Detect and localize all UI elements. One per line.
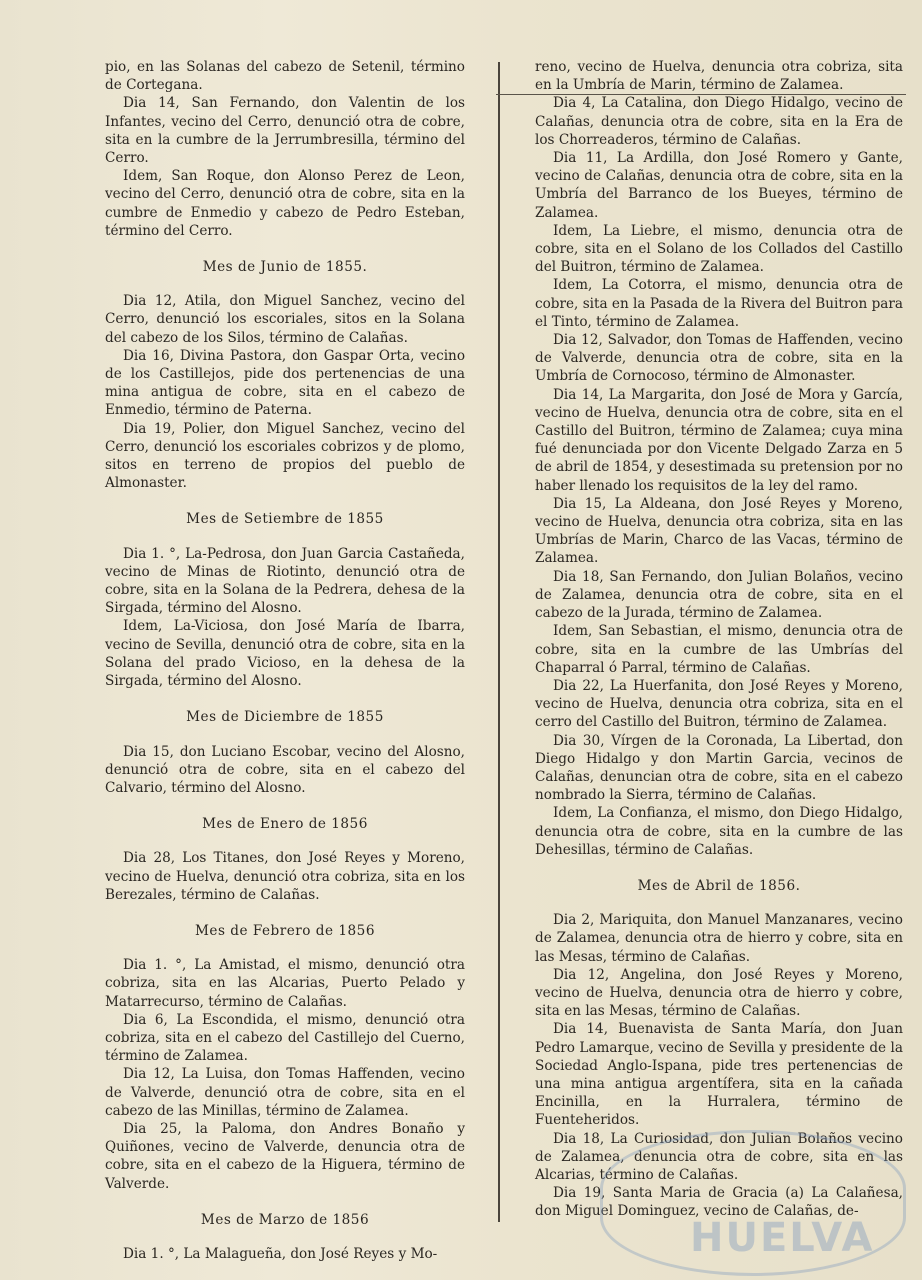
stamp-text: HUELVA: [690, 1215, 875, 1261]
paragraph: Idem, La Liebre, el mismo, denuncia otra de cobre, sita en el Solano de los Collados del Castillo del Buitron, término de Zalamea.: [535, 222, 903, 276]
column-divider: [498, 62, 500, 1222]
paragraph: Dia 14, Buenavista de Santa María, don Juan Pedro Lamarque, vecino de Sevilla y presidente de la Sociedad Anglo-Ispana, pide tres pertenencias de una mina antigua argentífera, sita en la cañada Encinilla, en la Hurralera, término de Fuenteheridos.: [535, 1021, 903, 1129]
paragraph: pio, en las Solanas del cabezo de Setenil, término de Cortegana.: [105, 59, 465, 94]
paragraph: Idem, La Cotorra, el mismo, denuncia otra de cobre, sita en la Pasada de la Rivera del Buitron para el Tinto, término de Zalamea.: [535, 277, 903, 330]
paragraph: Dia 1. °, La-Pedrosa, don Juan Garcia Castañeda, vecino de Minas de Riotinto, denunció otra de cobre, sita en la Solana de la Pedrera, dehesa de la Sirgada, término del Alosno.: [105, 545, 465, 617]
paragraph: Dia 12, Atila, don Miguel Sanchez, vecino del Cerro, denunció los escoriales, sitos en la Solana del cabezo de los Silos, término de Calañas.: [105, 293, 465, 346]
month-heading: Mes de Marzo de 1856: [200, 1211, 370, 1228]
paragraph: Idem, La-Viciosa, don José María de Ibarra, vecino de Sevilla, denunció otra de cobre, sita en la Solana del prado Vicioso, en la dehesa de la Sirgada, término del Alosno.: [105, 618, 465, 690]
paragraph: Dia 19, Polier, don Miguel Sanchez, vecino del Cerro, denunció los escoriales cobrizos y de plomo, sitos en terreno de propios del pueblo de Almonaster.: [105, 420, 465, 492]
paragraph: Idem, San Roque, don Alonso Perez de Leon, vecino del Cerro, denunció otra de cobre, sita en la cumbre de Enmedio y cabezo de Pedro Esteban, término del Cerro.: [105, 168, 465, 239]
paragraph: Dia 18, La Curiosidad, don Julian Bolaños vecino de Zalamea, denuncia otra de cobre, sita en las Alcarias, término de Calañas.: [535, 1130, 903, 1183]
paragraph: Dia 28, Los Titanes, don José Reyes y Moreno, vecino de Huelva, denunció otra cobriza, sita en los Berezales, término de Calañas.: [105, 850, 465, 903]
paragraph: Dia 30, Vírgen de la Coronada, La Libertad, don Diego Hidalgo y don Martin Garcia, vecinos de Calañas, denuncian otra de cobre, sita en el cabezo nombrado la Sierra, término de Calañas.: [535, 732, 903, 804]
paragraph: reno, vecino de Huelva, denuncia otra cobriza, sita en la Umbría de Marin, término de Zalamea.: [535, 59, 903, 94]
paragraph: Dia 1. °, La Amistad, el mismo, denunció otra cobriza, sita en las Alcarias, Puerto Pelado y Matarrecurso, término de Calañas.: [105, 957, 465, 1010]
month-heading: Mes de Junio de 1855.: [202, 259, 368, 276]
right-column: [535, 58, 903, 1221]
paragraph: Dia 6, La Escondida, el mismo, denunció otra cobriza, sita en el cabezo del Castillejo del Cuerno, término de Zalamea.: [105, 1011, 465, 1065]
paragraph: Dia 22, La Huerfanita, don José Reyes y Moreno, vecino de Huelva, denuncia otra cobriza, sita en el cerro del Castillo del Buitron, término de Zalamea.: [535, 677, 903, 731]
paragraph: Dia 15, La Aldeana, don José Reyes y Moreno, vecino de Huelva, denuncia otra cobriza, sita en las Umbrías de Marin, Charco de las Vacas, término de Zalamea.: [535, 495, 903, 567]
paragraph: Dia 1. °, La Malagueña, don José Reyes y Mo-: [123, 1245, 438, 1262]
paragraph: Dia 12, Angelina, don José Reyes y Moreno, vecino de Huelva, denuncia otra de hierro y cobre, sita en las Mesas, término de Calañas.: [535, 966, 903, 1020]
paragraph: Dia 2, Mariquita, don Manuel Manzanares, vecino de Zalamea, denuncia otra de hierro y cobre, sita en las Mesas, término de Calañas.: [535, 912, 903, 965]
paragraph: Idem, La Confianza, el mismo, don Diego Hidalgo, denuncia otra de cobre, sita en la cumbre de las Dehesillas, término de Calañas.: [535, 805, 903, 858]
paragraph: Dia 12, Salvador, don Tomas de Haffenden, vecino de Valverde, denuncia otra de cobre, sita en la Umbría de Cornocoso, término de Almonaster.: [535, 332, 903, 385]
paragraph: Dia 12, La Luisa, don Tomas Haffenden, vecino de Valverde, denunció otra de cobre, sita en el cabezo de las Minillas, término de Zalamea.: [105, 1066, 465, 1119]
month-heading: Mes de Febrero de 1856: [195, 922, 375, 939]
month-heading: Mes de Enero de 1856: [202, 816, 368, 833]
paragraph: Dia 11, La Ardilla, don José Romero y Gante, vecino de Calañas, denuncia otra de cobre, sita en la Umbría del Barranco de los Bueyes, término de Zalamea.: [535, 150, 903, 221]
left-column: [105, 58, 465, 1263]
paragraph: Idem, San Sebastian, el mismo, denuncia otra de cobre, sita en la cumbre de las Umbrías del Chaparral ó Parral, término de Calañas.: [535, 623, 903, 676]
month-heading: Mes de Setiembre de 1855: [186, 511, 384, 528]
paragraph: Dia 4, La Catalina, don Diego Hidalgo, vecino de Calañas, denuncia otra de cobre, sita en la Era de los Chorreaderos, término de Calañas.: [535, 95, 903, 148]
paragraph: Dia 16, Divina Pastora, don Gaspar Orta, vecino de los Castillejos, pide dos pertenencias de una mina antigua de cobre, sita en el cabezo de Enmedio, término de Paterna.: [105, 347, 465, 419]
paragraph: Dia 18, San Fernando, don Julian Bolaños, vecino de Zalamea, denuncia otra de cobre, sita en el cabezo de la Jurada, término de Zalamea.: [535, 568, 903, 622]
month-heading: Mes de Abril de 1856.: [637, 877, 801, 894]
paragraph: Dia 19, Santa Maria de Gracia (a) La Calañesa, don Miguel Dominguez, vecino de Calañas, de-: [535, 1185, 903, 1220]
paragraph: Dia 14, La Margarita, don José de Mora y García, vecino de Huelva, denuncia otra de cobre, sita en el Castillo del Buitron, término de Zalamea; cuya mina fué denunciada por don Vicente Delgado Zarza en 5 de abril de 1854, y desestimada su pretension por no haber llenado los requisitos de la ley del ramo.: [535, 386, 903, 494]
paragraph: Dia 25, la Paloma, don Andres Bonaño y Quiñones, vecino de Valverde, denuncia otra de cobre, sita en el cabezo de la Higuera, término de Valverde.: [105, 1120, 465, 1192]
paragraph: Dia 15, don Luciano Escobar, vecino del Alosno, denunció otra de cobre, sita en el cabezo del Calvario, término del Alosno.: [105, 743, 465, 796]
paragraph: Dia 14, San Fernando, don Valentin de los Infantes, vecino del Cerro, denunció otra de cobre, sita en la cumbre de la Jerrumbresilla, término del Cerro.: [105, 95, 465, 167]
month-heading: Mes de Diciembre de 1855: [186, 709, 384, 726]
